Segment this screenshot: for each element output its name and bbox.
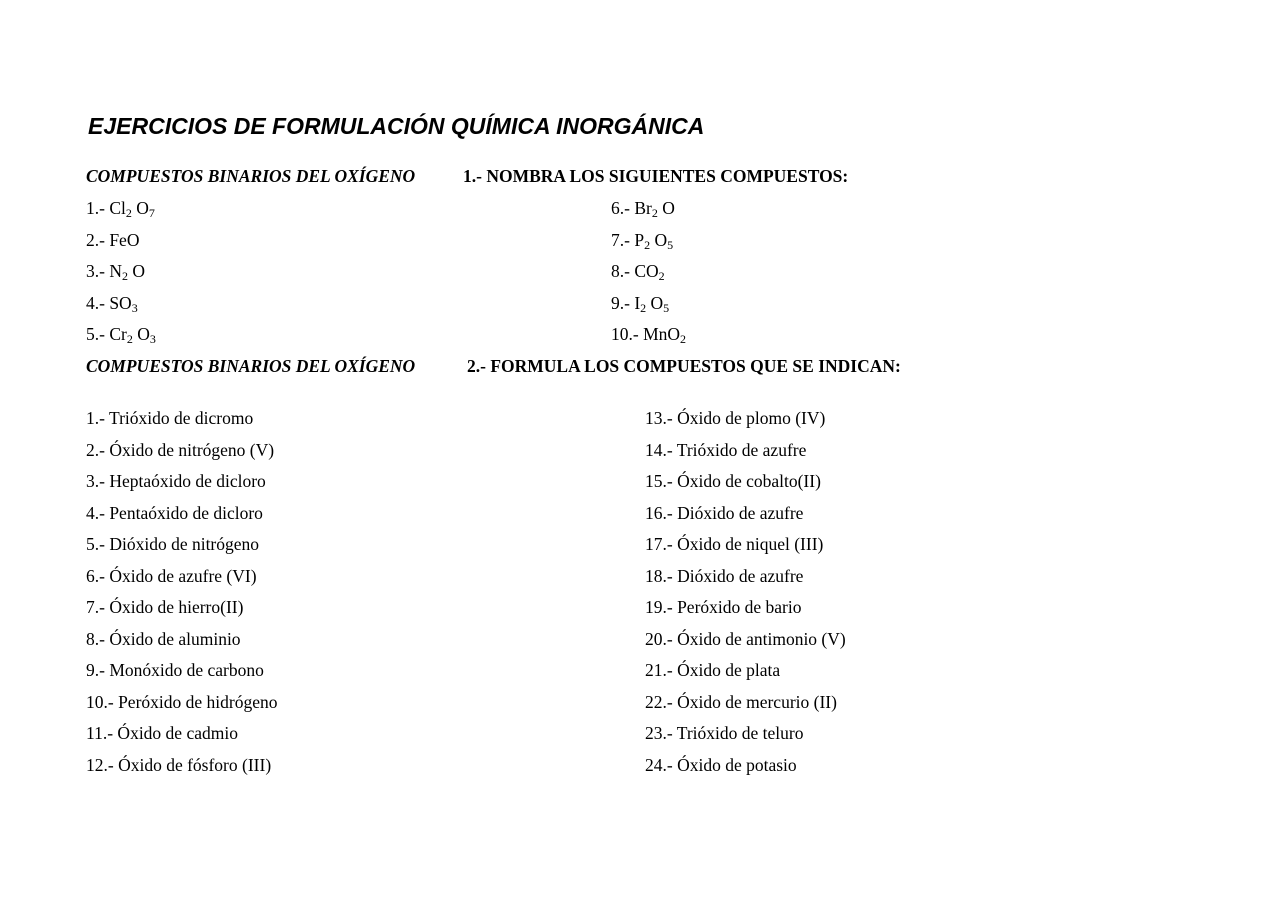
compound-name-item: 8.- Óxido de aluminio (86, 628, 241, 649)
formula-item: 4.- $SO_3$ (86, 292, 138, 315)
compound-name-item: 15.- Óxido de cobalto(II) (645, 471, 821, 491)
formula-item: 9.- $I_2$ $O_5$ (611, 292, 670, 315)
compound-name-item: 9.- Monóxido de carbono (86, 660, 264, 680)
section-2-instruction: 2.- FORMULA LOS COMPUESTOS QUE SE INDICAN: (467, 356, 901, 376)
formula-item: 3.- $N_2$ O (86, 261, 145, 283)
compound-name-item: 5.- Dióxido de nitrógeno (86, 534, 260, 554)
formula-item: 7.- $P_2$ $O_5$ (611, 229, 674, 252)
compound-name-item: 2.- Óxido de nitrógeno (V) (86, 439, 275, 460)
compound-name-item: 12.- Óxido de fósforo (III) (86, 754, 272, 775)
formula-item: 10.- MnO$_2$ (611, 324, 687, 346)
compound-name-item: 22.- Óxido de mercurio (II) (645, 691, 837, 712)
compound-name-item: 4.- Pentaóxido de dicloro (86, 502, 263, 523)
compound-name-item: 7.- Óxido de hierro(II) (86, 597, 244, 617)
page-title: EJERCICIOS DE FORMULACIÓN QUÍMICA INORGÁNICA (88, 113, 705, 139)
formula-item: 8.- $CO_2$ (611, 261, 665, 283)
formula-item: 1.- $Cl_2$ $O_7$ (86, 198, 155, 220)
compound-name-item: 17.- Óxido de niquel (III) (645, 534, 824, 554)
formula-item: 6.- $Br_2$ O (611, 198, 675, 220)
compound-name-item: 20.- Óxido de antimonio (V) (645, 628, 846, 649)
section-2-label: COMPUESTOS BINARIOS DEL OXÍGENO (86, 356, 416, 376)
compound-name-item: 14.- Trióxido de azufre (645, 439, 807, 460)
formula-item: 5.- $Cr_2$ $O_3$ (86, 324, 156, 346)
compound-name-item: 11.- Óxido de cadmio (86, 723, 238, 743)
compound-name-item: 3.- Heptaóxido de dicloro (86, 471, 266, 491)
compound-name-item: 19.- Peróxido de bario (645, 597, 802, 617)
compound-name-item: 6.- Óxido de azufre (VI) (86, 565, 257, 586)
compound-name-item: 16.- Dióxido de azufre (645, 502, 804, 523)
compound-name-item: 24.- Óxido de potasio (645, 754, 797, 775)
compound-name-item: 21.- Óxido de plata (645, 660, 781, 680)
section-1-instruction: 1.- NOMBRA LOS SIGUIENTES COMPUESTOS: (463, 166, 849, 186)
compound-name-item: 18.- Dióxido de azufre (645, 565, 804, 586)
section-1-label: COMPUESTOS BINARIOS DEL OXÍGENO (86, 166, 416, 186)
compound-name-item: 23.- Trióxido de teluro (645, 723, 804, 743)
compound-name-item: 13.- Óxido de plomo (IV) (645, 408, 826, 428)
compound-name-item: 10.- Peróxido de hidrógeno (86, 691, 278, 712)
compound-name-item: 1.- Trióxido de dicromo (86, 408, 254, 428)
formula-item: 2.- FeO (86, 229, 140, 250)
